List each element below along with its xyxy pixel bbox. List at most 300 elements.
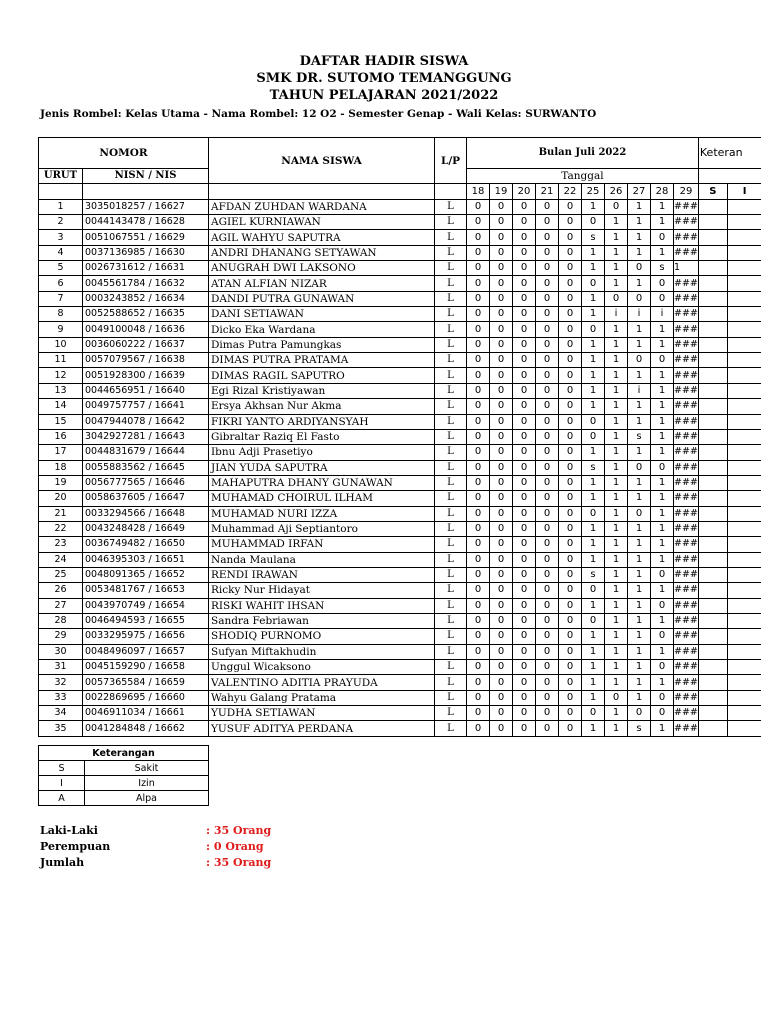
attendance-cell: 1	[651, 429, 674, 444]
izin-count	[727, 383, 761, 398]
row-number: 35	[39, 721, 83, 736]
empty-cell	[209, 184, 435, 199]
table-row	[39, 491, 762, 506]
row-number: 20	[39, 491, 83, 506]
attendance-cell: 1	[651, 506, 674, 521]
class-info: Jenis Rombel: Kelas Utama - Nama Rombel: 12 O2 - Semester Genap - Wali Kelas: SURWANTO	[40, 108, 597, 120]
attendance-cell: 0	[559, 261, 582, 276]
date-header-cell: 26	[605, 184, 628, 199]
attendance-cell: 0	[513, 475, 536, 490]
izin-count	[727, 460, 761, 475]
student-name: AGIEL KURNIAWAN	[209, 215, 435, 230]
attendance-cell: 0	[559, 721, 582, 736]
attendance-table	[38, 137, 761, 737]
attendance-cell: ###	[674, 521, 699, 536]
attendance-cell: 1	[582, 598, 605, 613]
attendance-cell: 0	[559, 567, 582, 582]
attendance-cell: 1	[605, 353, 628, 368]
attendance-cell: 0	[628, 261, 651, 276]
attendance-cell: 0	[490, 721, 513, 736]
attendance-cell: 1	[605, 644, 628, 659]
attendance-cell: 1	[651, 644, 674, 659]
attendance-cell: 1	[651, 322, 674, 337]
attendance-cell: 0	[651, 690, 674, 705]
attendance-cell: 0	[513, 368, 536, 383]
attendance-cell: ###	[674, 675, 699, 690]
attendance-cell: 0	[513, 521, 536, 536]
attendance-cell: 0	[605, 291, 628, 306]
attendance-cell: 1	[605, 245, 628, 260]
attendance-cell: 0	[559, 491, 582, 506]
student-gender: L	[435, 537, 467, 552]
izin-count	[727, 613, 761, 628]
attendance-cell: 0	[490, 460, 513, 475]
date-header-cell: 25	[582, 184, 605, 199]
attendance-cell: 0	[490, 215, 513, 230]
sakit-count	[698, 307, 727, 322]
attendance-cell: 0	[628, 353, 651, 368]
attendance-cell: 0	[559, 414, 582, 429]
sakit-count	[698, 690, 727, 705]
attendance-cell: 1	[628, 230, 651, 245]
sakit-count	[698, 567, 727, 582]
student-gender: L	[435, 460, 467, 475]
attendance-cell: 1	[582, 521, 605, 536]
attendance-cell: 0	[536, 552, 559, 567]
student-gender: L	[435, 583, 467, 598]
student-gender: L	[435, 475, 467, 490]
attendance-cell: 0	[513, 445, 536, 460]
izin-count	[727, 215, 761, 230]
attendance-cell: 0	[582, 215, 605, 230]
attendance-cell: 1	[605, 414, 628, 429]
sakit-count	[698, 368, 727, 383]
attendance-cell: 1	[605, 429, 628, 444]
attendance-cell: 0	[536, 583, 559, 598]
sakit-count	[698, 598, 727, 613]
attendance-cell: 0	[490, 552, 513, 567]
row-number: 31	[39, 660, 83, 675]
header-urut: URUT	[39, 169, 83, 184]
student-name: FIKRI YANTO ARDIYANSYAH	[209, 414, 435, 429]
date-header-cell: 20	[513, 184, 536, 199]
student-gender: L	[435, 521, 467, 536]
attendance-cell: 0	[513, 491, 536, 506]
date-header-cell: 19	[490, 184, 513, 199]
table-row	[39, 429, 762, 444]
student-nisn: 0033295975 / 16656	[83, 629, 209, 644]
attendance-cell: 0	[467, 353, 490, 368]
attendance-cell: 1	[651, 215, 674, 230]
student-gender: L	[435, 613, 467, 628]
attendance-cell: 0	[467, 230, 490, 245]
attendance-cell: 0	[559, 245, 582, 260]
attendance-cell: 1	[605, 537, 628, 552]
attendance-cell: 1	[628, 552, 651, 567]
attendance-cell: 0	[467, 399, 490, 414]
attendance-cell: 0	[559, 690, 582, 705]
izin-count	[727, 629, 761, 644]
attendance-cell: i	[651, 307, 674, 322]
attendance-cell: 1	[605, 383, 628, 398]
attendance-cell: 0	[536, 721, 559, 736]
attendance-cell: ###	[674, 353, 699, 368]
attendance-cell: 1	[605, 399, 628, 414]
attendance-cell: 0	[467, 491, 490, 506]
row-number: 11	[39, 353, 83, 368]
izin-count	[727, 368, 761, 383]
attendance-cell: ###	[674, 506, 699, 521]
attendance-cell: ###	[674, 629, 699, 644]
empty-cell	[39, 184, 83, 199]
student-name: AFDAN ZUHDAN WARDANA	[209, 199, 435, 214]
row-number: 28	[39, 613, 83, 628]
attendance-cell: 0	[536, 368, 559, 383]
sakit-count	[698, 322, 727, 337]
sakit-count	[698, 721, 727, 736]
student-name: Dicko Eka Wardana	[209, 322, 435, 337]
attendance-cell: 0	[513, 567, 536, 582]
student-gender: L	[435, 491, 467, 506]
student-gender: L	[435, 675, 467, 690]
table-row	[39, 445, 762, 460]
summary-label-total: Jumlah	[40, 856, 85, 869]
row-number: 10	[39, 337, 83, 352]
table-row	[39, 506, 762, 521]
attendance-cell: 1	[651, 445, 674, 460]
izin-count	[727, 690, 761, 705]
sakit-count	[698, 475, 727, 490]
attendance-cell: 0	[651, 598, 674, 613]
attendance-cell: 1	[651, 583, 674, 598]
student-name: YUDHA SETIAWAN	[209, 706, 435, 721]
attendance-cell: 0	[513, 383, 536, 398]
student-gender: L	[435, 199, 467, 214]
attendance-cell: 0	[559, 644, 582, 659]
table-row	[39, 261, 762, 276]
header-nama-siswa: NAMA SISWA	[209, 138, 435, 184]
attendance-cell: 0	[513, 613, 536, 628]
izin-count	[727, 675, 761, 690]
attendance-cell: 1	[582, 245, 605, 260]
attendance-cell: 1	[582, 261, 605, 276]
student-name: MUHAMMAD IRFAN	[209, 537, 435, 552]
student-gender: L	[435, 261, 467, 276]
attendance-cell: 0	[536, 261, 559, 276]
attendance-cell: ###	[674, 644, 699, 659]
attendance-cell: 0	[582, 276, 605, 291]
attendance-cell: ###	[674, 429, 699, 444]
izin-count	[727, 291, 761, 306]
student-name: DIMAS RAGIL SAPUTRO	[209, 368, 435, 383]
student-nisn: 0056777565 / 16646	[83, 475, 209, 490]
row-number: 17	[39, 445, 83, 460]
student-nisn: 0046911034 / 16661	[83, 706, 209, 721]
row-number: 24	[39, 552, 83, 567]
attendance-cell: 0	[559, 660, 582, 675]
student-name: JIAN YUDA SAPUTRA	[209, 460, 435, 475]
attendance-cell: 0	[467, 660, 490, 675]
attendance-cell: 1	[651, 613, 674, 628]
attendance-cell: 1	[651, 368, 674, 383]
table-row	[39, 322, 762, 337]
attendance-cell: ###	[674, 337, 699, 352]
student-nisn: 0049100048 / 16636	[83, 322, 209, 337]
row-number: 9	[39, 322, 83, 337]
attendance-cell: 0	[536, 399, 559, 414]
izin-count	[727, 491, 761, 506]
attendance-cell: 0	[559, 521, 582, 536]
attendance-cell: 0	[536, 429, 559, 444]
attendance-cell: 0	[582, 706, 605, 721]
row-number: 5	[39, 261, 83, 276]
row-number: 16	[39, 429, 83, 444]
attendance-cell: 0	[559, 307, 582, 322]
attendance-cell: 0	[536, 567, 559, 582]
attendance-cell: ###	[674, 445, 699, 460]
table-row	[39, 675, 762, 690]
table-row	[39, 353, 762, 368]
attendance-cell: 0	[559, 215, 582, 230]
attendance-cell: 0	[536, 414, 559, 429]
attendance-cell: 0	[536, 690, 559, 705]
izin-count	[727, 353, 761, 368]
student-gender: L	[435, 230, 467, 245]
row-number: 33	[39, 690, 83, 705]
student-name: Ersya Akhsan Nur Akma	[209, 399, 435, 414]
attendance-cell: 0	[536, 337, 559, 352]
sakit-count	[698, 552, 727, 567]
attendance-cell: 0	[536, 675, 559, 690]
student-nisn: 0044143478 / 16628	[83, 215, 209, 230]
attendance-cell: 0	[628, 706, 651, 721]
attendance-cell: 0	[490, 598, 513, 613]
attendance-cell: 0	[490, 276, 513, 291]
attendance-cell: 0	[651, 230, 674, 245]
attendance-cell: 0	[513, 721, 536, 736]
student-gender: L	[435, 552, 467, 567]
date-header-cell: 27	[628, 184, 651, 199]
attendance-cell: 0	[605, 199, 628, 214]
attendance-cell: 0	[490, 506, 513, 521]
attendance-cell: 0	[536, 629, 559, 644]
attendance-cell: 0	[536, 706, 559, 721]
summary-value-total: : 35 Orang	[206, 856, 272, 869]
student-name: DIMAS PUTRA PRATAMA	[209, 353, 435, 368]
attendance-cell: 0	[467, 629, 490, 644]
student-nisn: 0044831679 / 16644	[83, 445, 209, 460]
attendance-cell: 0	[490, 583, 513, 598]
attendance-cell: 0	[490, 629, 513, 644]
attendance-cell: 0	[513, 583, 536, 598]
attendance-cell: 1	[628, 337, 651, 352]
attendance-cell: 1	[582, 644, 605, 659]
attendance-cell: 1	[651, 199, 674, 214]
legend-code: A	[39, 791, 85, 806]
attendance-cell: 0	[559, 368, 582, 383]
attendance-cell: 1	[651, 475, 674, 490]
attendance-cell: 1	[651, 245, 674, 260]
attendance-cell: 1	[651, 383, 674, 398]
attendance-cell: ###	[674, 721, 699, 736]
header-izin: I	[727, 184, 761, 199]
attendance-cell: 0	[490, 322, 513, 337]
attendance-cell: 0	[513, 506, 536, 521]
attendance-cell: s	[628, 429, 651, 444]
student-name: MUHAMAD CHOIRUL ILHAM	[209, 491, 435, 506]
legend-label: Izin	[85, 776, 209, 791]
sakit-count	[698, 644, 727, 659]
attendance-cell: ###	[674, 690, 699, 705]
attendance-cell: 0	[559, 353, 582, 368]
attendance-cell: 1	[605, 368, 628, 383]
table-row	[39, 291, 762, 306]
attendance-cell: 1	[605, 552, 628, 567]
attendance-cell: s	[582, 460, 605, 475]
attendance-cell: 1	[605, 598, 628, 613]
attendance-cell: 0	[628, 291, 651, 306]
attendance-cell: ###	[674, 215, 699, 230]
attendance-cell: 0	[559, 399, 582, 414]
table-row	[39, 567, 762, 582]
attendance-cell: 0	[467, 445, 490, 460]
table-row	[39, 215, 762, 230]
attendance-cell: 0	[490, 475, 513, 490]
summary-value-male: : 35 Orang	[206, 824, 272, 837]
attendance-cell: 1	[582, 660, 605, 675]
attendance-cell: 0	[467, 460, 490, 475]
attendance-cell: 0	[651, 629, 674, 644]
student-gender: L	[435, 706, 467, 721]
attendance-cell: 0	[559, 506, 582, 521]
legend-table	[38, 745, 209, 806]
empty-cell	[435, 184, 467, 199]
attendance-cell: 1	[628, 690, 651, 705]
student-name: Sandra Febriawan	[209, 613, 435, 628]
attendance-cell: 0	[490, 521, 513, 536]
student-nisn: 0048496097 / 16657	[83, 644, 209, 659]
attendance-cell: 1	[605, 337, 628, 352]
attendance-cell: ###	[674, 583, 699, 598]
izin-count	[727, 721, 761, 736]
student-nisn: 0048091365 / 16652	[83, 567, 209, 582]
student-nisn: 0058637605 / 16647	[83, 491, 209, 506]
attendance-cell: 0	[559, 322, 582, 337]
attendance-cell: 0	[467, 521, 490, 536]
attendance-cell: 0	[490, 613, 513, 628]
student-nisn: 3035018257 / 16627	[83, 199, 209, 214]
student-nisn: 0051067551 / 16629	[83, 230, 209, 245]
row-number: 4	[39, 245, 83, 260]
attendance-cell: 1	[628, 276, 651, 291]
attendance-cell: 0	[582, 429, 605, 444]
attendance-cell: 0	[513, 337, 536, 352]
student-name: VALENTINO ADITIA PRAYUDA	[209, 675, 435, 690]
attendance-cell: 0	[513, 429, 536, 444]
student-gender: L	[435, 506, 467, 521]
attendance-cell: 1	[628, 399, 651, 414]
student-nisn: 0049757757 / 16641	[83, 399, 209, 414]
attendance-cell: 0	[513, 199, 536, 214]
student-name: MAHAPUTRA DHANY GUNAWAN	[209, 475, 435, 490]
table-row	[39, 383, 762, 398]
student-nisn: 0044656951 / 16640	[83, 383, 209, 398]
header-lp: L/P	[435, 138, 467, 184]
attendance-cell: 0	[513, 629, 536, 644]
attendance-cell: 0	[467, 567, 490, 582]
attendance-cell: 0	[467, 598, 490, 613]
student-nisn: 0026731612 / 16631	[83, 261, 209, 276]
student-gender: L	[435, 429, 467, 444]
attendance-cell: ###	[674, 706, 699, 721]
legend-label: Alpa	[85, 791, 209, 806]
attendance-cell: 0	[467, 337, 490, 352]
attendance-cell: 1	[651, 414, 674, 429]
row-number: 18	[39, 460, 83, 475]
header-sakit: S	[698, 184, 727, 199]
student-gender: L	[435, 414, 467, 429]
header-tanggal: Tanggal	[467, 169, 699, 184]
sakit-count	[698, 660, 727, 675]
table-row	[39, 552, 762, 567]
table-row	[39, 199, 762, 214]
attendance-cell: 0	[559, 291, 582, 306]
attendance-cell: ###	[674, 276, 699, 291]
date-header-cell: 28	[651, 184, 674, 199]
student-gender: L	[435, 629, 467, 644]
summary-label-female: Perempuan	[40, 840, 111, 853]
attendance-cell: 0	[628, 506, 651, 521]
sakit-count	[698, 537, 727, 552]
student-gender: L	[435, 644, 467, 659]
attendance-cell: 0	[536, 521, 559, 536]
table-row	[39, 337, 762, 352]
sakit-count	[698, 429, 727, 444]
attendance-cell: 0	[536, 353, 559, 368]
attendance-cell: 1	[651, 337, 674, 352]
table-row	[39, 613, 762, 628]
attendance-cell: 0	[536, 276, 559, 291]
attendance-cell: 1	[605, 215, 628, 230]
student-gender: L	[435, 368, 467, 383]
legend-code: S	[39, 761, 85, 776]
attendance-cell: 0	[559, 475, 582, 490]
attendance-cell: 1	[582, 337, 605, 352]
attendance-cell: i	[605, 307, 628, 322]
sakit-count	[698, 399, 727, 414]
table-row	[39, 690, 762, 705]
attendance-cell: 0	[467, 414, 490, 429]
student-nisn: 0041284848 / 16662	[83, 721, 209, 736]
attendance-cell: ###	[674, 307, 699, 322]
attendance-cell: 0	[536, 307, 559, 322]
attendance-cell: 0	[605, 690, 628, 705]
attendance-cell: 1	[651, 675, 674, 690]
attendance-cell: s	[628, 721, 651, 736]
student-gender: L	[435, 721, 467, 736]
attendance-cell: 0	[490, 567, 513, 582]
attendance-cell: 1	[651, 521, 674, 536]
school-name: SMK DR. SUTOMO TEMANGGUNG	[256, 71, 512, 86]
student-nisn: 0051928300 / 16639	[83, 368, 209, 383]
student-gender: L	[435, 598, 467, 613]
row-number: 19	[39, 475, 83, 490]
student-name: Nanda Maulana	[209, 552, 435, 567]
izin-count	[727, 598, 761, 613]
table-row	[39, 230, 762, 245]
student-nisn: 0037136985 / 16630	[83, 245, 209, 260]
attendance-cell: 1	[582, 291, 605, 306]
